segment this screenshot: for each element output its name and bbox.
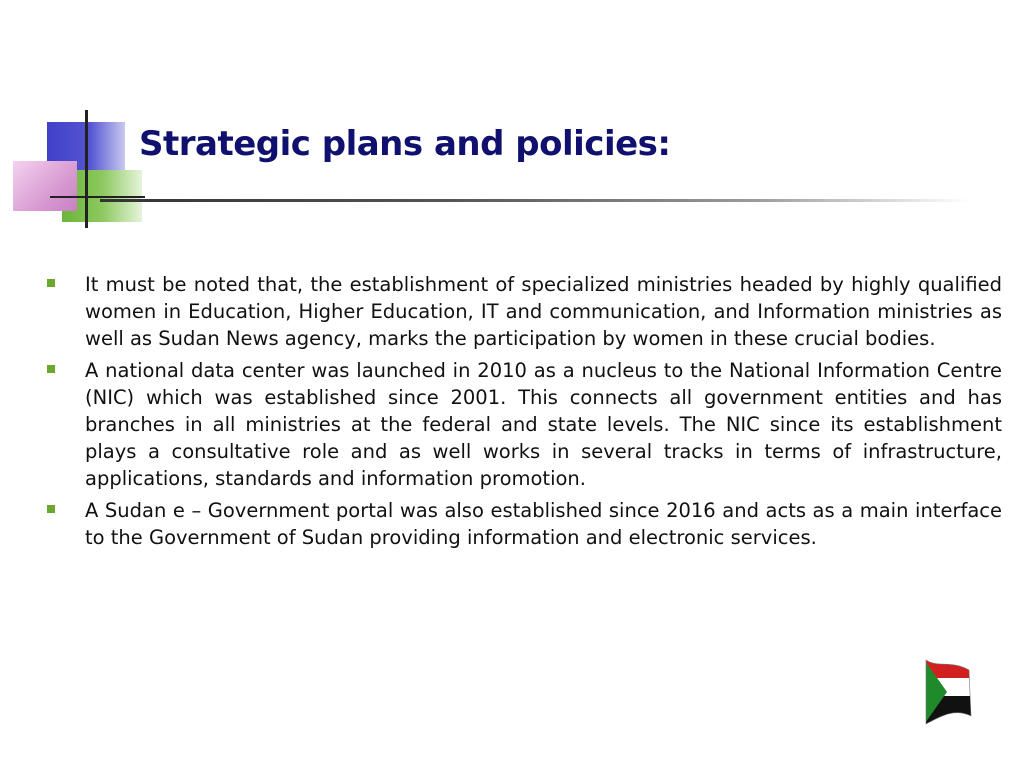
- bullet-text: It must be noted that, the establishment of specialized ministries headed by highly qualified women in Education, Higher Education, IT and communication, and Information ministries as well as Sudan News agency, marks the participation by women in these crucial bodies.: [85, 273, 1002, 350]
- horizontal-line-decoration: [50, 196, 145, 198]
- bullet-item: [47, 497, 1002, 551]
- pink-square-decoration: [13, 161, 77, 211]
- sudan-flag-icon: [923, 658, 973, 726]
- decorative-squares: [0, 0, 160, 240]
- bullet-list: [47, 271, 1002, 556]
- vertical-line-decoration: [85, 110, 88, 228]
- bullet-item: [47, 357, 1002, 492]
- bullet-text: A national data center was launched in 2010 as a nucleus to the National Information Centre (NIC) which was established since 2001. This connects all government entities and has branches in all ministries at the federal and state levels. The NIC since its establishment plays a consultative role and as well works in several tracks in terms of infrastructure, applications, standards and information promotion.: [85, 359, 1002, 490]
- title-underline-rule: [100, 199, 970, 202]
- bullet-item: [47, 271, 1002, 352]
- square-bullet-icon: [47, 365, 55, 373]
- square-bullet-icon: [47, 505, 55, 513]
- slide-title: Strategic plans and policies:: [139, 124, 671, 164]
- bullet-text: A Sudan e – Government portal was also established since 2016 and acts as a main interface to the Government of Sudan providing information and electronic services.: [85, 499, 1002, 549]
- square-bullet-icon: [47, 279, 55, 287]
